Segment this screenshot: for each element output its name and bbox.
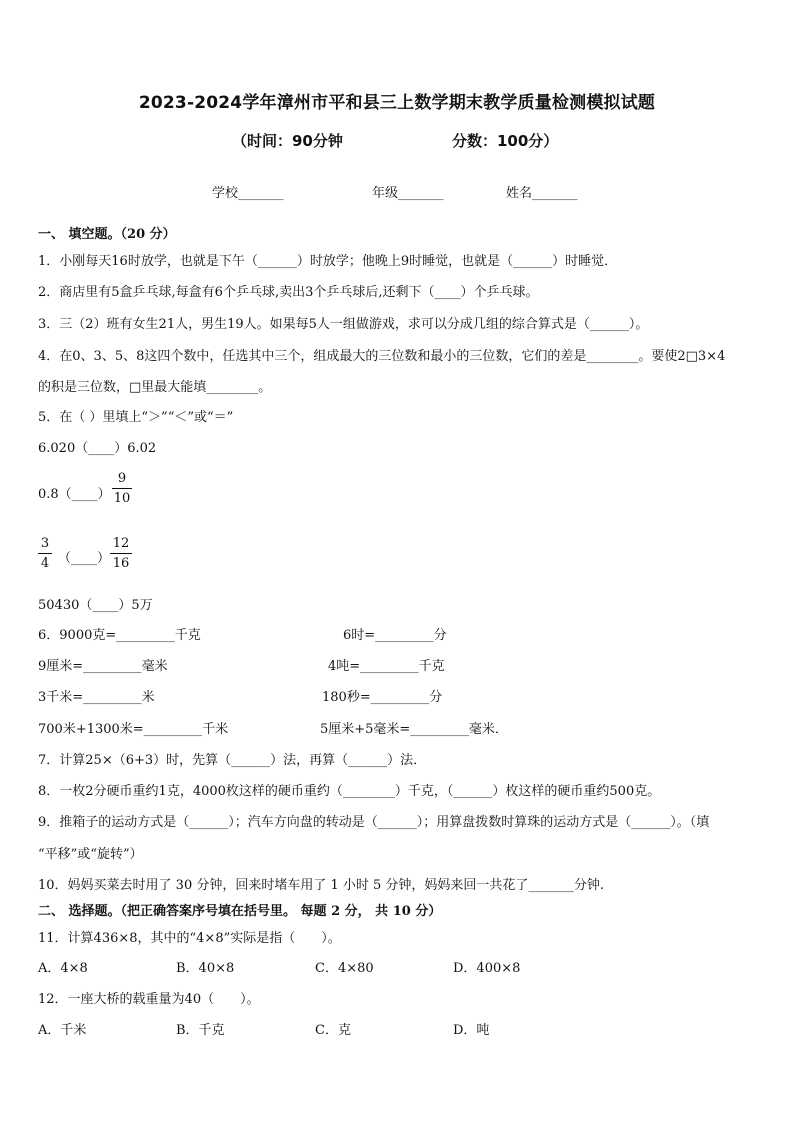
question-9-line2: “平移”或“旋转”） — [38, 847, 143, 862]
section1-heading: 一、 填空题。（20 分） — [38, 227, 176, 242]
option-12-c: C．克 — [315, 1023, 351, 1038]
question-7: 7．计算25×（6+3）时，先算（______）法，再算（______）法． — [38, 753, 427, 768]
option-12-d: D．吨 — [453, 1023, 490, 1038]
question-5c-blank: （____） — [58, 551, 111, 566]
question-5a: 6.020（____）6.02 — [38, 441, 157, 456]
question-1: 1．小刚每天16时放学，也就是下午（______）时放学；他晚上9时睡觉，也就是（______）时睡觉． — [38, 254, 618, 269]
grade-field[interactable]: 年级_______ — [372, 186, 444, 201]
question-5b-left: 0.8（____） — [38, 487, 111, 502]
fraction-denominator: 16 — [112, 556, 130, 571]
fraction-denominator: 4 — [40, 556, 50, 571]
section2-heading: 二、 选择题。（把正确答案序号填在括号里。 每题 2 分， 共 10 分） — [38, 904, 442, 919]
option-12-a: A．千米 — [38, 1023, 87, 1038]
question-6-a2: 6时=_________分 — [343, 628, 447, 643]
question-6-b2: 4吨=_________千克 — [328, 659, 445, 674]
option-12-b: B．千克 — [176, 1023, 225, 1038]
option-11-c: C．4×80 — [315, 961, 374, 976]
option-11-b: B．40×8 — [176, 961, 235, 976]
fraction-bar — [112, 488, 132, 489]
exam-time: （时间：90分钟 — [232, 132, 343, 150]
question-10: 10．妈妈买菜去时用了 30 分钟，回来时堵车用了 1 小时 5 分钟，妈妈来回一共花了_______分钟. — [38, 878, 605, 893]
fraction-bar — [38, 553, 52, 554]
question-5d: 50430（____）5万 — [38, 598, 153, 613]
name-field[interactable]: 姓名_______ — [506, 186, 578, 201]
exam-score: 分数：100分） — [452, 132, 559, 150]
fraction-denominator: 10 — [113, 491, 131, 506]
question-8: 8．一枚2分硬币重约1克，4000枚这样的硬币重约（________）千克，（______）枚这样的硬币重约500克。 — [38, 784, 661, 799]
fraction-bar — [110, 553, 132, 554]
fraction-numerator: 9 — [117, 471, 127, 486]
fraction-numerator: 3 — [40, 536, 50, 551]
question-11: 11．计算436×8，其中的“4×8”实际是指（ ）。 — [38, 931, 341, 946]
question-4-line1: 4．在0、3、5、8这四个数中，任选其中三个，组成最大的三位数和最小的三位数，它们的差是________。要使2□3×4 — [38, 349, 726, 364]
question-5: 5．在（ ）里填上“＞”“＜”或“＝” — [38, 410, 234, 425]
fraction-numerator: 12 — [112, 536, 130, 551]
fraction-3-4 — [38, 535, 52, 572]
school-field[interactable]: 学校_______ — [212, 186, 284, 201]
question-12: 12．一座大桥的载重量为40（ ）。 — [38, 992, 260, 1007]
question-9-line1: 9．推箱子的运动方式是（______）；汽车方向盘的转动是（______）；用算盘拨数时算珠的运动方式是（______）。（填 — [38, 815, 710, 830]
question-3: 3．三（2）班有女生21人，男生19人。如果每5人一组做游戏，求可以分成几组的综合算式是（______）。 — [38, 317, 649, 332]
fraction-9-10 — [112, 470, 132, 507]
option-11-a: A．4×8 — [38, 961, 88, 976]
question-6-c1: 3千米=_________米 — [38, 690, 155, 705]
question-6-b1: 9厘米=_________毫米 — [38, 659, 168, 674]
question-6-d2: 5厘米+5毫米=_________毫米． — [320, 722, 508, 737]
question-6-a1: 6．9000克=_________千克 — [38, 628, 201, 643]
question-6-d1: 700米+1300米=_________千米 — [38, 722, 229, 737]
page-title: 2023-2024学年漳州市平和县三上数学期末教学质量检测模拟试题 — [138, 93, 656, 113]
question-2: 2．商店里有5盒乒乓球,每盒有6个乒乓球,卖出3个乒乓球后,还剩下（____）个乒乓球。 — [38, 285, 539, 300]
question-4-line2: 的积是三位数，□里最大能填________。 — [38, 380, 272, 395]
option-11-d: D．400×8 — [453, 961, 521, 976]
fraction-12-16 — [110, 535, 132, 572]
question-6-c2: 180秒=_________分 — [322, 690, 443, 705]
